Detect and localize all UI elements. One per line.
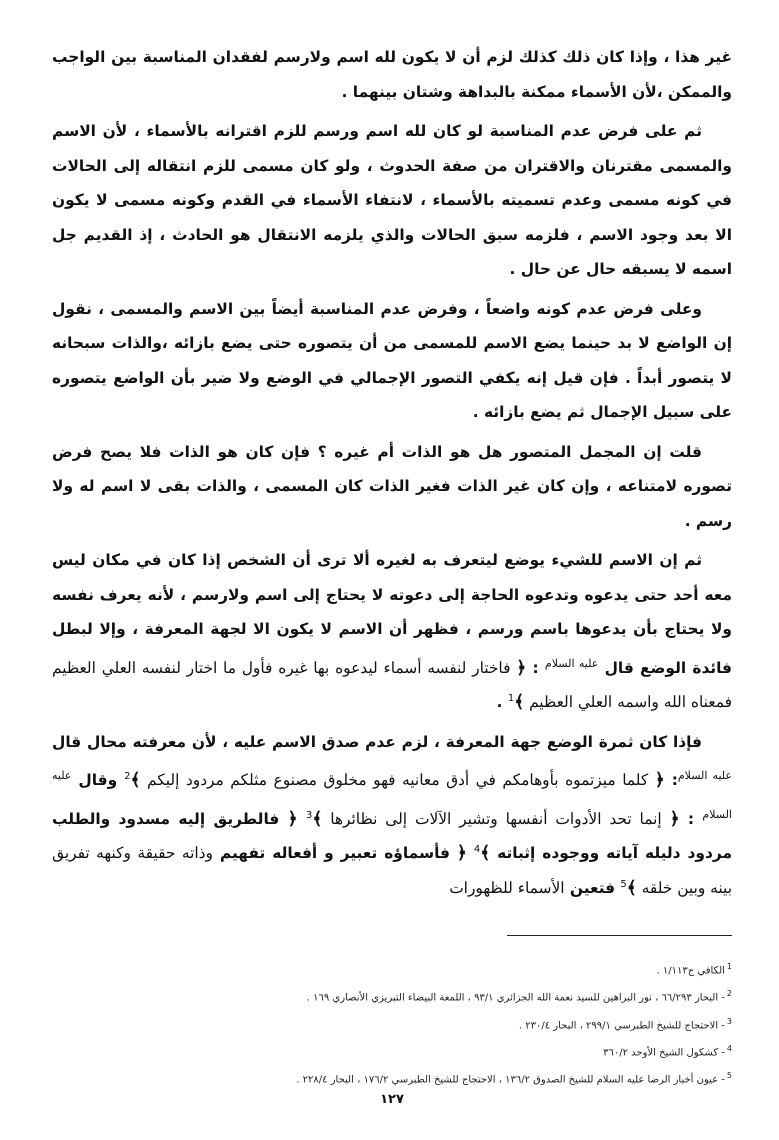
text-run: فأسماؤه تعبير و أفعاله تفهيم [212,844,457,863]
text-run: قلت إن المجمل المتصور هل هو الذات أم غيره ؟ فإن كان هو الذات فلا يصح فرض تصوره لامتناعه ، وإن كان غير الذات فغير الذات كان المسمى ، والذات بقى لا اسم له ولا رسم . [52,442,732,530]
footnote-ref: 1 [507,693,515,704]
text-run: وقال [71,771,125,790]
main-text [52,40,732,905]
text-run: فالطريق إليه مسدود والطلب مردود دليله آياته ووجوده إثباته [52,809,732,863]
text-run: ثم إن الاسم للشيء يوضع ليتعرف به لغيره ألا ترى أن الشخص إذا كان في مكان ليس معه أحد حتى يدعوه وتدعوه الحاجة إلى دعوته لا يحتاج إلى اسم ولارسم ، لأنه يعرف نفسه ولا يحتاج بأن يدعوها باسم ورسم ، فظهر أن الاسم لا يكون الا لجهة المعرفة ، وإلا لبطل فائدة الوضع قال [52,551,732,677]
paragraph [52,114,732,287]
footnote-number: 5 [726,1071,732,1081]
footnote-ref: 5 [620,878,627,890]
footnote-ref: 2 [124,771,131,783]
ornate-bracket: ﴿ [287,808,298,829]
text-run: . [496,693,508,712]
ornate-bracket: ﴾ [130,770,141,791]
footnote-item [52,982,732,1009]
page-number: ١٢٧ [380,1092,404,1107]
footnote-number: 1 [726,962,732,971]
paragraph [52,292,732,430]
ornate-bracket: ﴾ [480,843,491,864]
footnotes [52,955,732,1092]
footnote-text: - عيون أخبار الرضا عليه السلام للشيخ الصدوق ١٣٦/٢ ، الاحتجاج للشيخ الطبرسي ١٧٦/٢ ، البحار ٢٢٨/٤ . [296,1074,725,1086]
footnote-text: الكافي ج١/١١٣ . [656,965,725,977]
text-run: ثم على فرض عدم المناسبة لو كان لله اسم ورسم للزم اقترانه بالأسماء ، لأن الاسم والمسمى مقترنان والاقتران من صفة الحدوث ، ولو كان مسمى للزم انتقاله إلى الحالات في كونه مسمى وعدم تسميته بالأسماء ، لانتفاء الأسماء في القدم وكونه مسمى لا يكون الا بعد وجود الاسم ، فلزمه سبق الحالات والذي يلزمه الانتقال هو الحادث ، إذ القديم جل اسمه لا يسبقه حال عن حال . [52,122,732,278]
honorific: عليه السلام [544,656,599,670]
footnote-ref: 4 [473,844,481,856]
ornate-bracket: ﴿ [654,770,665,791]
honorific: عليه السلام [52,769,732,821]
footnote-item [52,1064,732,1091]
footnote-number: 3 [726,1016,732,1026]
book-page [52,40,732,1120]
paragraph [52,543,732,720]
ornate-bracket: ﴾ [626,877,637,898]
footnote-text: - الاحتجاج للشيخ الطبرسي ٢٩٩/١ ، البحار ٢٣٠/٤ . [518,1019,725,1031]
text-run [298,810,306,828]
quoted-hadith: كلما ميزتموه بأوهامكم في أدق معانيه فهو مخلوق مصنوع مثلكم مردود إليكم [140,771,655,790]
ornate-bracket: ﴿ [456,843,467,864]
quoted-hadith: الأسماء للظهورات [449,878,565,897]
paragraph [52,725,732,906]
text-run: فتعين [564,878,621,897]
text-run: غير هذا ، وإذا كان ذلك كذلك لزم أن لا يكون لله اسم ولارسم لفقدان المناسبة بين الواجب والممكن ،لأن الأسماء ممكنة بالبداهة وشتان بينهما . [52,48,732,101]
footnote-item [52,955,732,982]
text-run: : [526,658,545,677]
ornate-bracket: ﴿ [669,808,680,829]
footnote-item [52,1037,732,1064]
footnote-text: - البحار ٦٦/٢٩٣ ، نور البراهين للسيد نعمة الله الجزائري ٩٣/١ ، اللمعة البيضاء التبريزي الأنصاري ١٦٩ . [306,992,725,1004]
ornate-bracket: ﴾ [514,692,525,713]
paragraph [52,40,732,109]
quoted-hadith: فاختار لنفسه أسماء ليدعوه بها غيره فأول ما اختار لنفسه العلي العظيم فمعناه الله واسمه العلي العظيم [52,658,732,712]
text-run: : [664,771,678,790]
footnote-text: - كشكول الشيخ الأوحد ٣٦٠/٢ [603,1047,725,1059]
text-run: فإذا كان ثمرة الوضع جهة المعرفة ، لزم عدم صدق الاسم عليه ، لأن معرفته محال قال [52,732,702,751]
quoted-hadith: وذاته حقيقة وكنهه تفريق بينه وبين خلقه [52,844,732,897]
text-run: : [679,809,703,828]
quoted-hadith: إنما تحد الأدوات أنفسها وتشير الآلات إلى نظائرها [322,809,670,828]
honorific: عليه السلام [677,769,732,783]
footnote-ref: 3 [305,809,313,821]
footnote-item [52,1010,732,1037]
ornate-bracket: ﴿ [516,657,527,678]
text-run [467,844,474,862]
footnote-number: 4 [726,1043,732,1053]
ornate-bracket: ﴾ [312,808,323,829]
footnote-separator [507,935,732,936]
text-run: وعلى فرض عدم كونه واضعاً ، وفرض عدم المناسبة أيضاً بين الاسم والمسمى ، نقول إن الواضع لا بد حينما يضع الاسم للمسمى من أن يتصوره حتى يضع بازائه ،والذات سبحانه لا يتصور أبداً . فإن قيل إنه يكفي التصور الإجمالي في الوضع ولا ضير بأن الواضع يتصوره على سبيل الإجمال ثم يضع بازائه . [52,299,732,421]
paragraph [52,435,732,539]
footnote-number: 2 [726,989,732,999]
